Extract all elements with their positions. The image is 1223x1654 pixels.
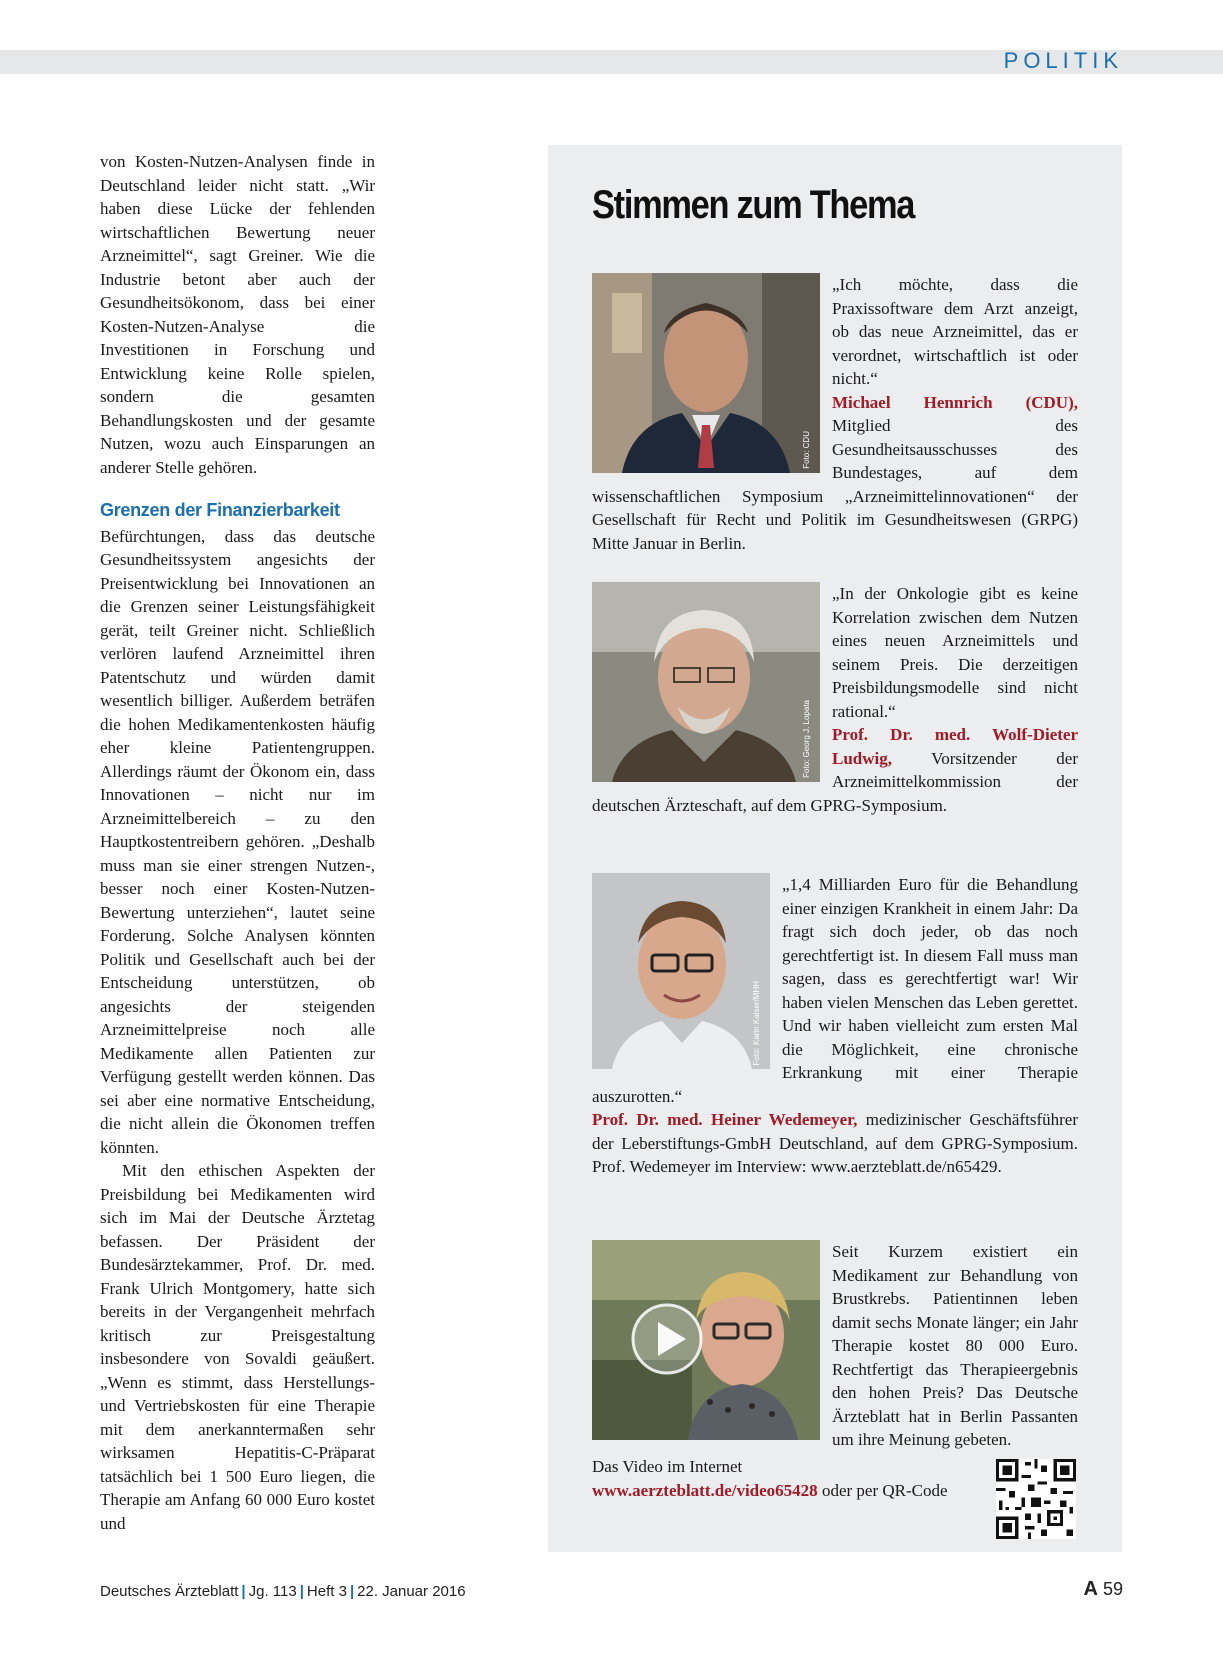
page-prefix: A: [1083, 1578, 1098, 1600]
issue-date: 22. Januar 2016: [357, 1583, 466, 1600]
quote-entry: [592, 873, 1078, 1179]
subheading: Grenzen der Finanzierbarkeit: [100, 500, 340, 520]
play-icon[interactable]: [630, 1302, 704, 1376]
section-label: POLITIK: [1003, 48, 1123, 73]
page-value: 59: [1102, 1579, 1123, 1599]
quotes-box: [548, 145, 1122, 1552]
portrait-photo: [592, 873, 770, 1069]
video-thumbnail[interactable]: [592, 1240, 820, 1440]
speaker-role: Mitglied des Gesundheitsausschusses des Bundestages, auf dem wissenschaftlichen Symposium „Arzneimittelinnovationen“ der Gesellschaft für Recht und Politik im Gesundheitswesen (GRPG) Mitte Januar in Berlin.: [592, 416, 1078, 553]
journal-name: Deutsches Ärzteblatt: [100, 1583, 239, 1600]
quote-text: „In der Onkologie gibt es keine Korrelation zwischen dem Nutzen eines neuen Arzneimittels und seinem Preis. Die derzeitigen Preisbildungsmodelle sind nicht rational.“: [832, 584, 1078, 721]
speaker-name: Michael Hennrich (CDU),: [832, 392, 1078, 412]
video-entry: [592, 1240, 1078, 1452]
quote-entry: [592, 582, 1078, 817]
page-number: [1084, 1578, 1124, 1601]
speaker-role: medizinischer Geschäftsführer der Leberstiftungs-GmbH Deutschland, auf dem GPRG-Symposium. Prof. Wedemeyer im Interview: www.aerzteblatt.de/n65429.: [592, 1110, 1078, 1176]
issue: Heft 3: [306, 1583, 347, 1600]
paragraph: Mit den ethischen Aspekten der Preisbildung bei Medikamenten wird sich im Mai der Deutsche Ärztetag befassen. Der Präsident der Bundesärztekammer, Prof. Dr. med. Frank Ulrich Montgomery, hatte sich bereits in der Vergangenheit mehrfach kritisch zur Preisgestaltung insbesondere von Sovaldi geäußert. „Wenn es stimmt, dass Herstellungs- und Vertriebskosten für eine Therapie mit dem anerkanntermaßen sehr wirksamen Hepatitis-C-Präparat tatsächlich bei 1 500 Euro liegen, die Therapie am Anfang 60 000 Euro kostet und: [100, 1161, 375, 1533]
speaker-role: Vorsitzender der Arzneimittelkommission der deutschen Ärzteschaft, auf dem GPRG-Symposium.: [592, 748, 1078, 815]
portrait-photo: [592, 273, 820, 473]
speaker-name: Prof. Dr. med. Heiner Wedemeyer,: [592, 1110, 858, 1129]
quote-text: „Ich möchte, dass die Praxissoftware dem Arzt anzeigt, ob das neue Arzneimittel, das er verordnet, wirtschaftlich ist oder nicht.“: [832, 275, 1078, 388]
quote-text: „1,4 Milliarden Euro für die Behandlung einer einzigen Krankheit in einem Jahr: Da fragt sich doch jeder, ob das noch gerechtfertigt ist. In diesem Fall muss man sagen, dass es gerechtfertigt war! Wir haben vielen Menschen das Leben gerettet. Und wir haben vielleicht zum ersten Mal die Möglichkeit, eine chronische Erkrankung mit einer Therapie auszurotten.“: [592, 875, 1078, 1106]
footer: Deutsches Ärzteblatt | Jg. 113 | Heft 3 | 22. Januar 2016: [100, 1583, 466, 1600]
video-link[interactable]: www.aerzteblatt.de/video65428: [592, 1481, 818, 1500]
paragraph: Befürchtungen, dass das deutsche Gesundheitssystem angesichts der Preisentwicklung bei Innovationen an die Grenzen seiner Leistungsfähigkeit gerät, teilt Greiner nicht. Schließlich verlören laufend Arzneimittel ihren Patentschutz und würden damit wesentlich billiger. Außerdem beträfen die hohen Medikamentenkosten häufig eher kleine Patientengruppen. Allerdings räumt der Ökonom ein, dass Innovationen – nicht nur im Arzneimittelbereich – zu den Hauptkostentreibern gehören. „Deshalb muss man sie einer strengen Nutzen-, besser noch einer Kosten-Nutzen-Bewertung unterziehen“, lautet seine Forderung. Solche Analysen könnten Politik und Gesellschaft auch bei der Entscheidung unterstützen, ob angesichts der steigenden Arzneimittelpreise noch alle Medikamente allen Patienten zur Verfügung gestellt werden können. Das sei aber eine normative Entscheidung, die nicht allein die Ökonomen treffen könnten.: [100, 526, 375, 1157]
volume: Jg. 113: [248, 1583, 297, 1600]
photo-credit: Foto: CDU: [801, 431, 811, 469]
video-label: Das Video im Internet: [592, 1457, 743, 1476]
quote-entry: [592, 273, 1078, 555]
paragraph: von Kosten-Nutzen-Analysen finde in Deutschland leider nicht statt. „Wir haben diese Lücke der fehlenden wirtschaftlichen Bewertung neuer Arzneimittel“, sagt Greiner. Wie die Industrie betont aber auch der Gesundheitsökonom, dass bei einer Kosten-Nutzen-Analyse die Investitionen in Forschung und Entwicklung keine Rolle spielen, sondern die gesamten Behandlungskosten und der gesamte Nutzen, wozu auch Einsparungen an anderer Stelle gehören.: [100, 152, 375, 477]
article-column: [100, 150, 375, 1535]
speaker-name: Prof. Dr. med. Wolf-Dieter Ludwig,: [832, 725, 1078, 768]
video-link-block: [592, 1455, 1002, 1503]
video-link-suffix: oder per QR-Code: [817, 1481, 948, 1500]
box-title: Stimmen zum Thema: [592, 183, 915, 227]
video-description: Seit Kurzem existiert ein Medikament zur Behandlung von Brustkrebs. Patientinnen leben damit sechs Monate länger; ein Jahr Therapie kostet 80 000 Euro. Rechtfertigt das Therapieergebnis den hohen Preis? Das Deutsche Ärzteblatt hat in Berlin Passanten um ihre Meinung gebeten.: [832, 1242, 1078, 1449]
portrait-photo: [592, 582, 820, 782]
photo-credit: Foto: Karin Kaiser/MHH: [751, 980, 761, 1065]
qr-code-icon[interactable]: [996, 1459, 1076, 1539]
photo-credit: Foto: Georg J. Lopata: [801, 700, 811, 778]
